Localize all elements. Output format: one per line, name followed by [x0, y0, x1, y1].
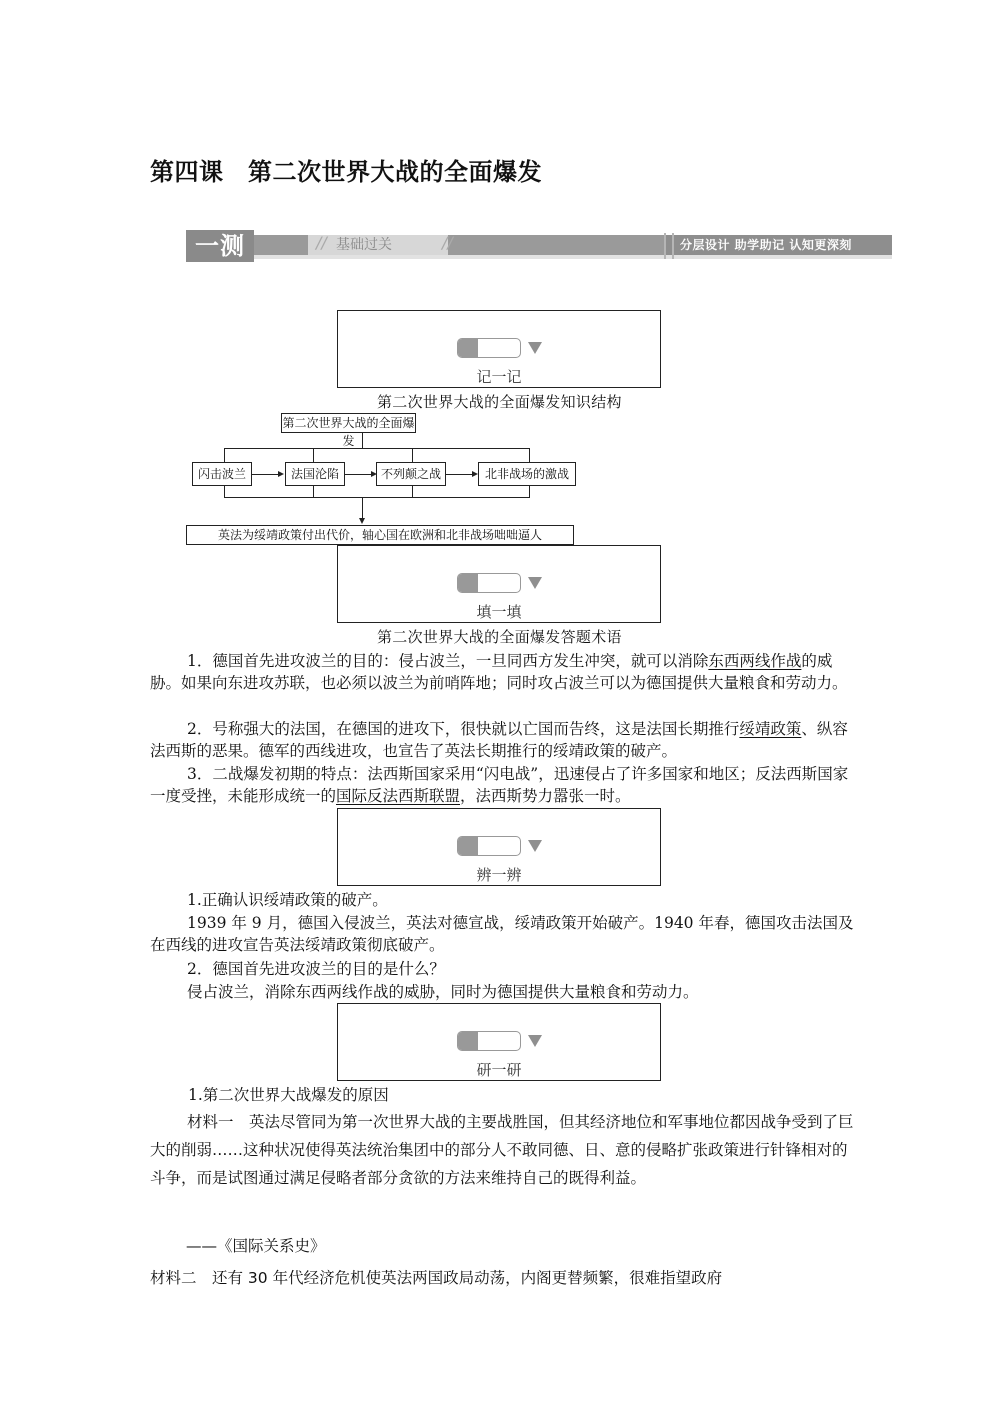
banner-badge: 一测 [186, 230, 254, 262]
pill-icon [457, 836, 521, 856]
flow-step: 法国沦陷 [285, 462, 345, 486]
section-box-ji [337, 310, 661, 388]
answer-term: 国际反法西斯联盟 [336, 787, 461, 805]
flow-root: 第二次世界大战的全面爆发 [281, 413, 416, 433]
answer-term: 绥靖政策 [739, 720, 802, 738]
bian-answer: 侵占波兰，消除东西两线作战的威胁，同时为德国提供大量粮食和劳动力。 [187, 983, 699, 1001]
section-label: 辨一辨 [476, 866, 522, 884]
section-label: 研一研 [476, 1061, 522, 1079]
flow-step: 不列颠之战 [376, 462, 446, 486]
flow-step: 北非战场的激战 [478, 462, 576, 486]
bian-answer: 1939 年 9 月，德国入侵波兰，英法对德宣战，绥靖政策开始破产。1940 年春，德国攻击法国及在西线的进攻宣告英法绥靖政策彻底破产。 [150, 914, 854, 954]
triangle-down-icon [528, 840, 542, 852]
section-label: 填一填 [476, 603, 522, 621]
section-box-tian [337, 545, 661, 623]
flow-result: 英法为绥靖政策付出代价，轴心国在欧洲和北非战场咄咄逼人 [186, 525, 574, 545]
banner-underline [254, 255, 892, 259]
pill-icon [457, 1031, 521, 1051]
tian-item: 1．德国首先进攻波兰的目的：侵占波兰，一旦同西方发生冲突，就可以消除东西两线作战的威胁。如果向东进攻苏联，也必须以波兰为前哨阵地；同时攻占波兰可以为德国提供大量粮食和劳动力。 [150, 652, 848, 692]
material-one: 材料一 英法尽管同为第一次世界大战的主要战胜国，但其经济地位和军事地位都因战争受到了巨大的削弱……这种状况使得英法统治集团中的部分人不敢同德、日、意的侵略扩张政策进行针锋相对的斗争，而是试图通过满足侵略者部分贪欲的方法来维持自己的既得利益。 [150, 1113, 854, 1187]
section-label: 记一记 [476, 368, 522, 386]
banner-divider [664, 233, 674, 259]
bian-question: 2．德国首先进攻波兰的目的是什么？ [187, 960, 445, 978]
tian-item: 2．号称强大的法国，在德国的进攻下，很快就以亡国而告终，这是法国长期推行绥靖政策、纵容法西斯的恶果。德军的西线进攻，也宣告了英法长期推行的绥靖政策的破产。 [150, 720, 848, 760]
slash-decoration-icon: // [442, 233, 453, 252]
banner-subtitle: 基础过关 [308, 235, 448, 255]
section-subtitle: 第二次世界大战的全面爆发知识结构 [377, 393, 622, 411]
section-subtitle: 第二次世界大战的全面爆发答题术语 [377, 628, 622, 646]
material-two: 材料二 还有 30 年代经济危机使英法两国政局动荡，内阁更替频繁，很难指望政府 [150, 1269, 723, 1287]
banner-right-text: 分层设计 助学助记 认知更深刻 [664, 235, 892, 255]
pill-icon [457, 573, 521, 593]
answer-term: 东西两线作战 [708, 652, 802, 670]
section-box-bian [337, 808, 661, 886]
triangle-down-icon [528, 1035, 542, 1047]
slash-decoration-icon: // [316, 233, 327, 252]
bian-question: 1.正确认识绥靖政策的破产。 [187, 891, 388, 909]
section-banner [186, 230, 892, 262]
material-source: ——《国际关系史》 [186, 1237, 326, 1255]
section-box-yan [337, 1003, 661, 1081]
triangle-down-icon [528, 342, 542, 354]
pill-icon [457, 338, 521, 358]
triangle-down-icon [528, 577, 542, 589]
yan-heading: 1.第二次世界大战爆发的原因 [188, 1086, 389, 1104]
flow-step: 闪击波兰 [192, 462, 252, 486]
tian-item: 3．二战爆发初期的特点：法西斯国家采用“闪电战”，迅速侵占了许多国家和地区；反法西斯国家一度受挫，未能形成统一的国际反法西斯联盟，法西斯势力嚣张一时。 [150, 765, 849, 805]
page-title: 第四课 第二次世界大战的全面爆发 [150, 158, 542, 186]
